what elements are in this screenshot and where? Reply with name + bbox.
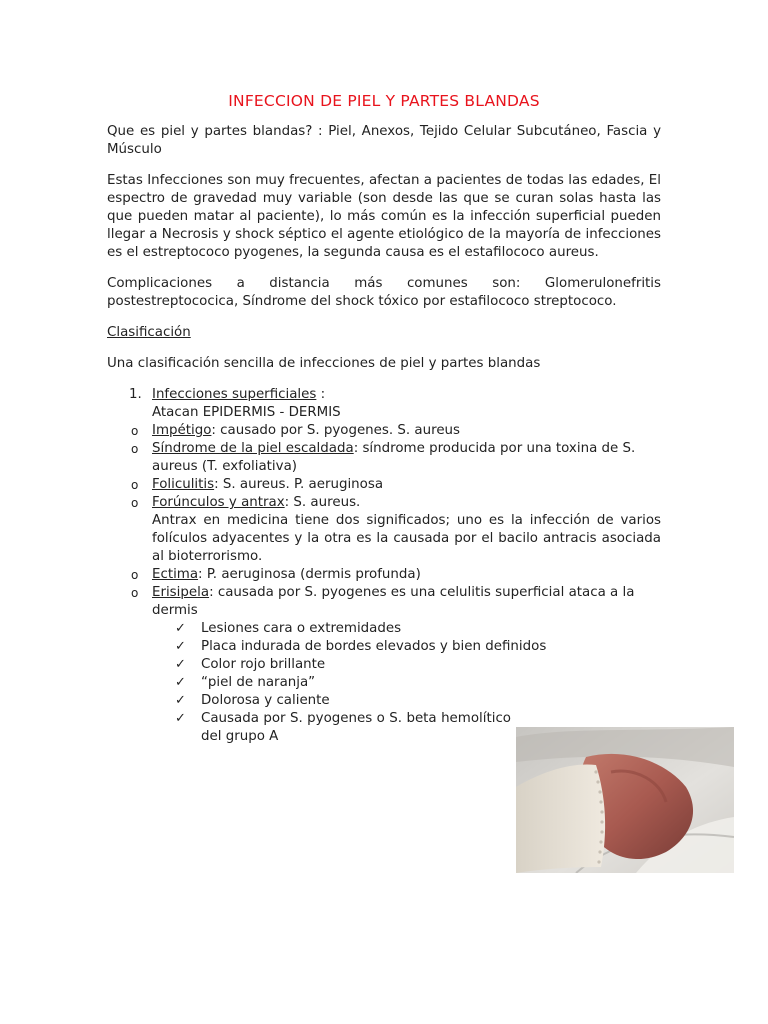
bullet-icon: o — [131, 568, 139, 582]
bullet-icon: o — [131, 442, 139, 456]
section-heading: Clasificación — [107, 325, 191, 340]
frequency-paragraph: Estas Infecciones son muy frecuentes, afectan a pacientes de todas las edades, El espectro de gravedad muy variable (son desde las que se curan solas hasta las que pueden matar al paciente), lo más común es la infección superficial pueden llegar a Necrosis y shock séptico el agente etiológico de la mayoría de infecciones es el estreptococo pyogenes, la segunda causa es el estafilococo aureus. — [107, 173, 661, 260]
sub-list-item: o Ectima: P. aeruginosa (dermis profunda) — [131, 567, 421, 582]
intro-paragraph: Que es piel y partes blandas? : Piel, Anexos, Tejido Celular Subcutáneo, Fascia y Músculo — [107, 124, 661, 157]
arm-photo-illustration — [516, 727, 734, 873]
check-item: ✓ “piel de naranja” — [175, 675, 316, 690]
erisipela-photo — [516, 727, 734, 873]
bullet-icon: o — [131, 478, 139, 492]
list-item: 1. Infecciones superficiales : Atacan EPIDERMIS - DERMIS — [129, 387, 341, 420]
classification-list — [107, 386, 661, 746]
check-icon: ✓ — [175, 639, 186, 654]
check-item: ✓ Color rojo brillante — [175, 657, 326, 672]
section-intro: Una clasificación sencilla de infecciones de piel y partes blandas — [107, 356, 541, 371]
check-icon: ✓ — [175, 675, 186, 690]
antrax-note: Antrax en medicina tiene dos significados; uno es la infección de varios folículos adyacentes y la otra es la causada por el bacilo antracis asociada al bioterrorismo. — [152, 513, 661, 564]
check-item: ✓ Causada por S. pyogenes o S. beta hemolítico del grupo A — [175, 711, 511, 744]
sub-list-item: o Síndrome de la piel escaldada: síndrome producida por una toxina de S. aureus (T. exfoliativa) — [131, 441, 636, 474]
check-item: ✓ Placa indurada de bordes elevados y bien definidos — [175, 639, 547, 654]
check-icon: ✓ — [175, 693, 186, 708]
check-icon: ✓ — [175, 657, 186, 672]
list-item-detail: Atacan EPIDERMIS - DERMIS — [152, 405, 341, 420]
document-title: INFECCION DE PIEL Y PARTES BLANDAS — [228, 92, 540, 110]
bullet-icon: o — [131, 586, 139, 600]
bullet-icon: o — [131, 496, 139, 510]
list-number: 1. — [129, 387, 142, 402]
check-item: ✓ Lesiones cara o extremidades — [175, 621, 402, 636]
bullet-icon: o — [131, 424, 139, 438]
document-page — [107, 92, 661, 746]
complications-paragraph: Complicaciones a distancia más comunes son: Glomerulonefritis postestreptococica, Síndrome del shock tóxico por estafilococo streptococo. — [107, 276, 661, 309]
sub-list-item: o Foliculitis: S. aureus. P. aeruginosa — [131, 477, 384, 492]
check-icon: ✓ — [175, 711, 186, 726]
check-item: ✓ Dolorosa y caliente — [175, 693, 330, 708]
sub-list-item: o Erisipela: causada por S. pyogenes es una celulitis superficial ataca a la dermis — [131, 585, 635, 618]
sub-list — [107, 422, 661, 620]
check-icon: ✓ — [175, 621, 186, 636]
sub-list-item: o Forúnculos y antrax: S. aureus. Antrax en medicina tiene dos significados; uno es la infección de varios folículos adyacentes y la otra es la causada por el bacilo antracis asociada al bioterrorismo. — [131, 495, 661, 564]
list-item-label: Infecciones superficiales — [152, 387, 317, 402]
sub-list-item: o Impétigo: causado por S. pyogenes. S. aureus — [131, 423, 461, 438]
